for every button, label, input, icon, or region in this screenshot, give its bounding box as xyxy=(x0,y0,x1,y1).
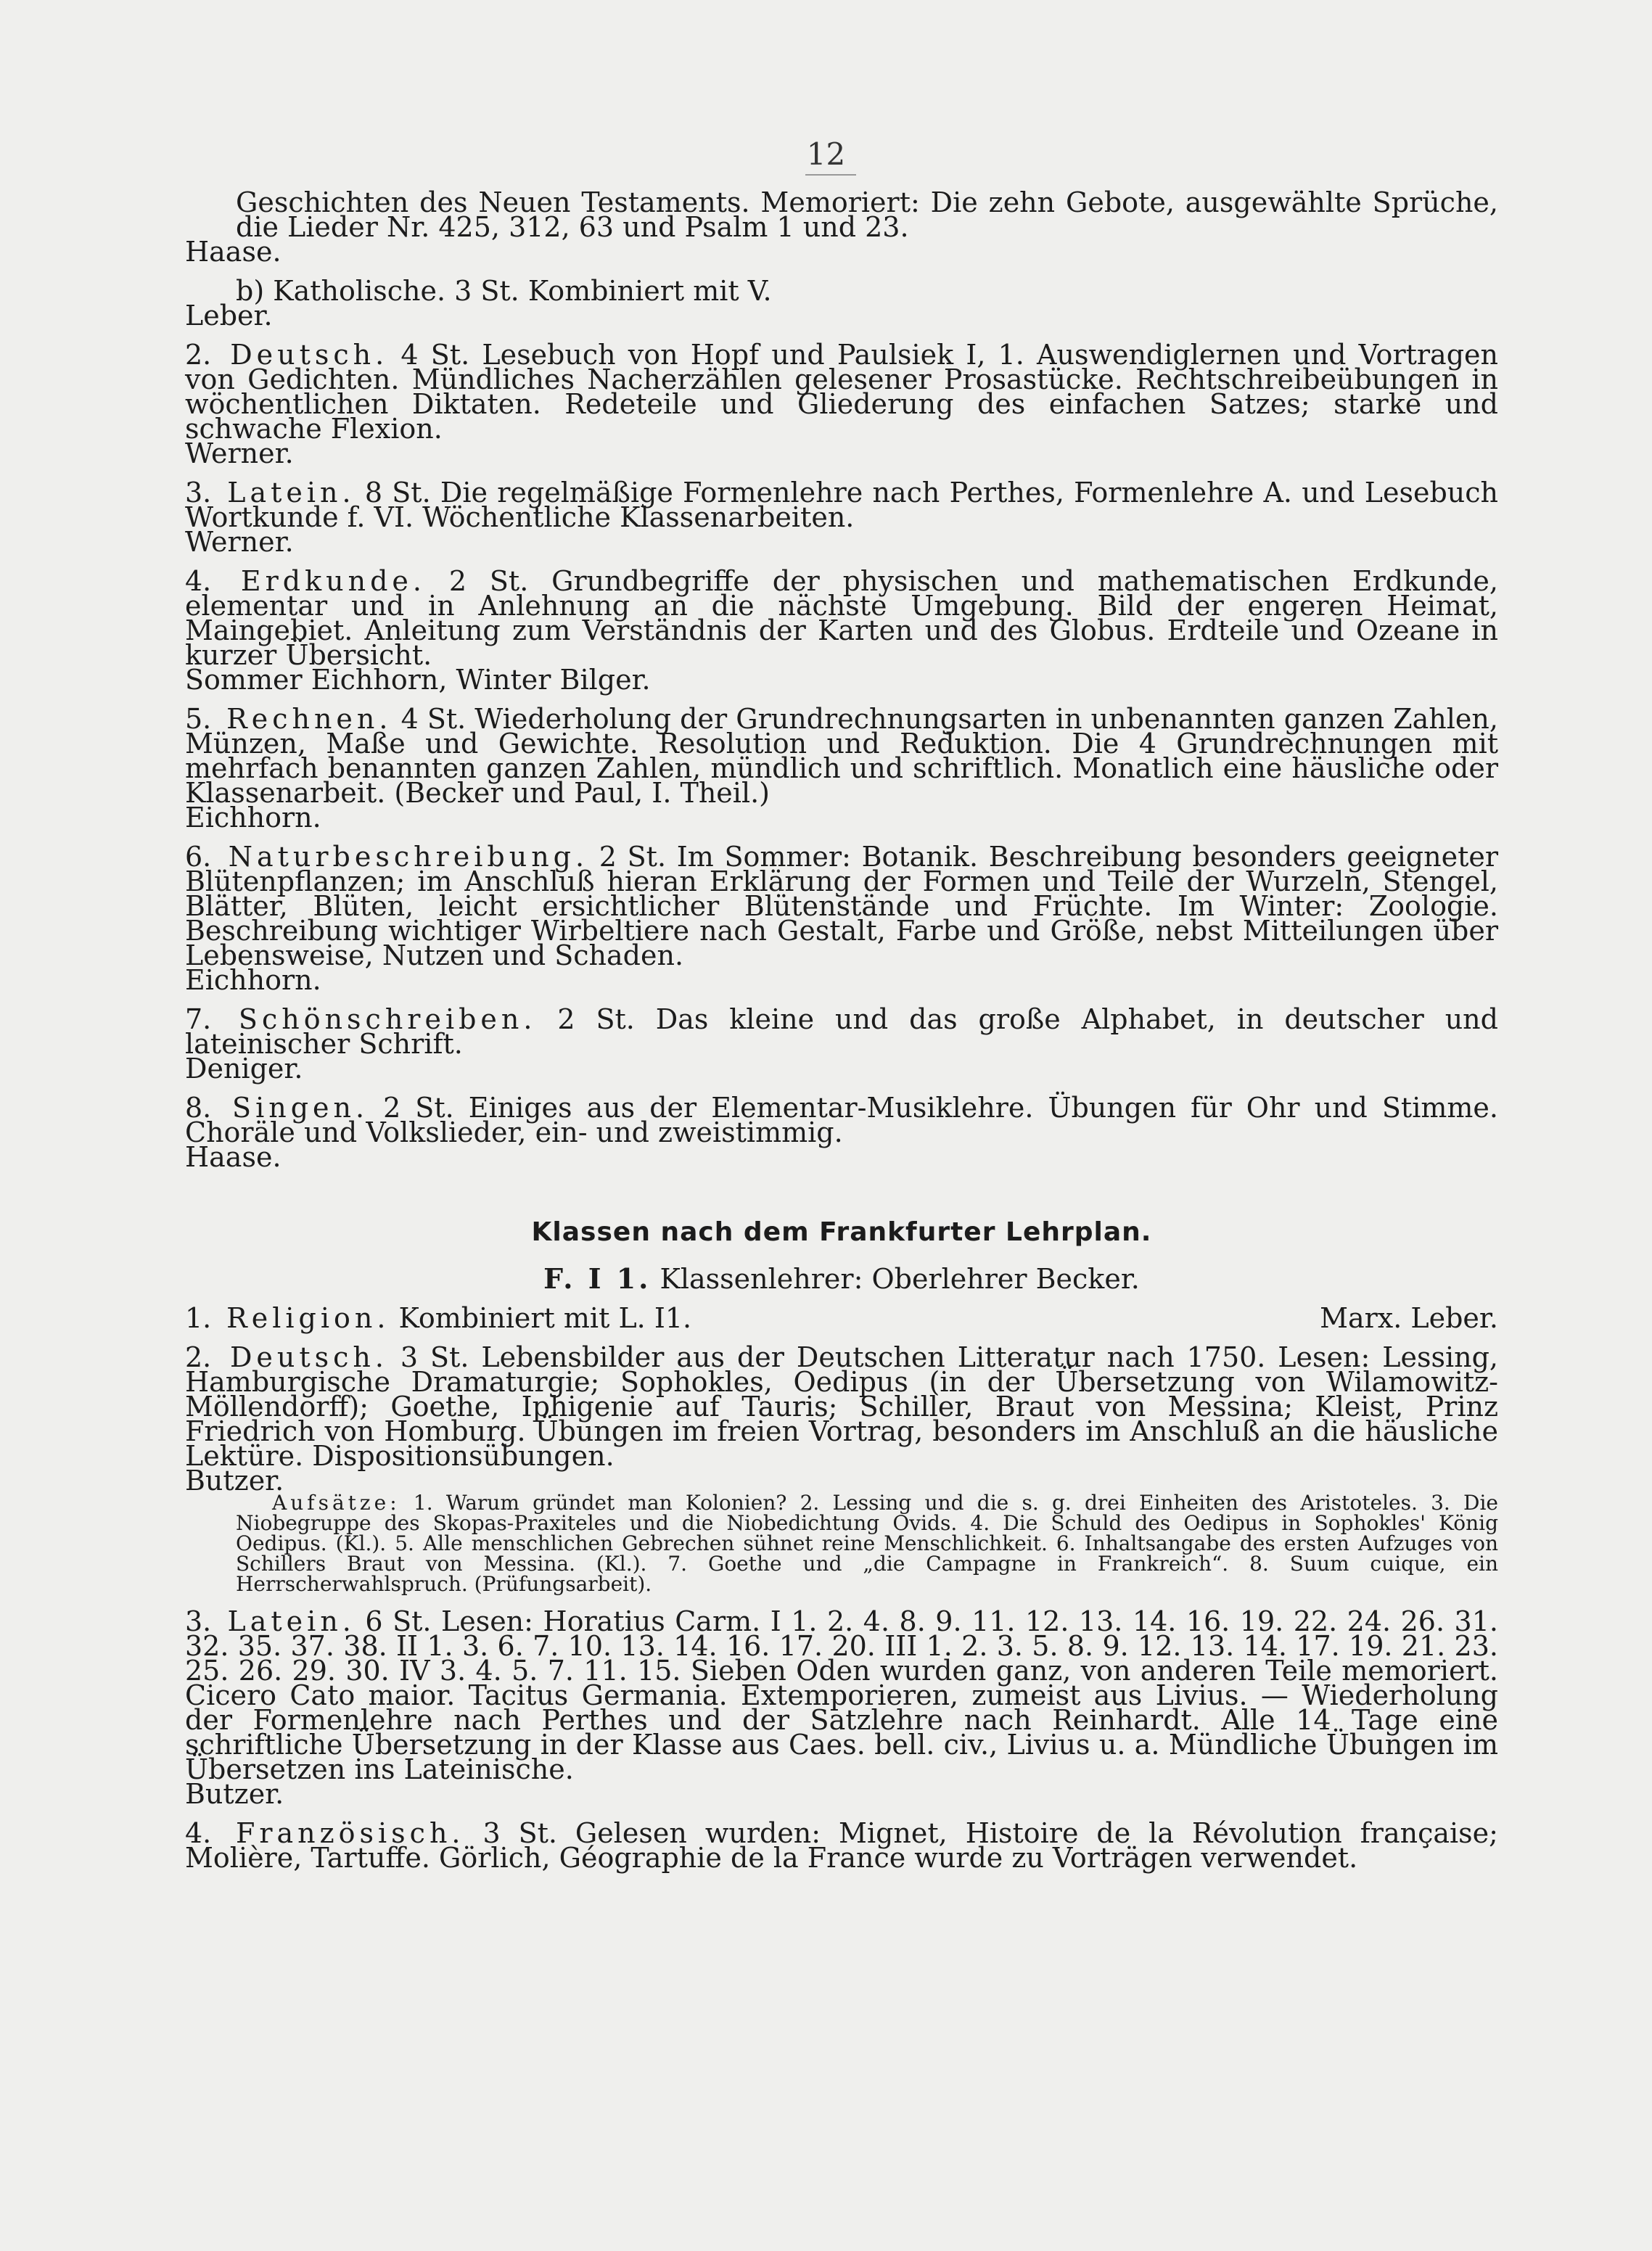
item-subject: Religion. xyxy=(226,1302,390,1334)
aufsaetze-note xyxy=(185,1493,1498,1594)
item-number: 3. xyxy=(185,1605,212,1637)
item-sign: Haase. xyxy=(185,1141,282,1173)
item-text: 3 St. Gelesen wurden: Mignet, Histoire de la Révolution française; Molière, Tartuffe. Görlich, Géographie de la France wurde zu Vorträgen verwendet. xyxy=(185,1817,1498,1874)
list-item-rechnen xyxy=(185,703,1498,834)
aufsaetze-text: 1. Warum gründet man Kolonien? 2. Lessing und die s. g. drei Einheiten des Aristoteles. 3. Die Niobegruppe des Skopas-Praxiteles und die Niobedichtung Ovids. 4. Die Schuld des Oedipus in Sophokles' König Oedipus. (Kl.). 5. Alle menschlichen Gebrechen sühnet reine Menschlichkeit. 6. Inhaltsangabe des ersten Aufzuges von Schillers Braut von Messina. (Kl.). 7. Goethe und „die Campagne in Frankreich“. 8. Suum cuique, ein Herrscherwahlspruch. (Prüfungsarbeit). xyxy=(236,1491,1498,1596)
item-subject: Schönschreiben. xyxy=(238,1003,537,1035)
item-number: 7. xyxy=(185,1003,212,1035)
item-text: 2 St. Grundbegriffe der physischen und mathematischen Erdkunde, elementar und in Anlehnung an die nächste Umgebung. Bild der engeren Heimat, Maingebiet. Anleitung zum Verständnis der Karten und des Globus. Erdteile und Ozeane in kurzer Übersicht. xyxy=(185,565,1498,671)
list-item-deutsch xyxy=(185,339,1498,469)
item-sign: Eichhorn. xyxy=(185,964,321,996)
item-number: 4. xyxy=(185,1817,212,1849)
item-text: Kombiniert mit L. I1. xyxy=(398,1302,692,1334)
list-item-schoenschreiben xyxy=(185,1003,1498,1085)
item-number: 1. xyxy=(185,1302,212,1334)
intro-b-sign: Leber. xyxy=(185,300,273,332)
list-item-latein xyxy=(185,477,1498,558)
item-sign: Werner. xyxy=(185,526,294,558)
class-teacher: Klassenlehrer: Oberlehrer Becker. xyxy=(659,1263,1140,1295)
page-content xyxy=(185,186,1498,1885)
page-number: 12 xyxy=(806,136,846,172)
intro-paragraph xyxy=(185,186,1498,268)
item-text: 3 St. Lebensbilder aus der Deutschen Litteratur nach 1750. Lesen: Lessing, Hamburgische Dramaturgie; Sophokles, Oedipus (in der Übersetzung von Wilamowitz-Möllendorff); Goethe, Iphigenie auf Tauris; Schiller, Braut von Messina; Kleist, Prinz Friedrich von Homburg. Übungen im freien Vortrag, besonders im Anschluß an die häusliche Lektüre. Dispositionsübungen. xyxy=(185,1341,1498,1472)
intro-b-text: b) Katholische. 3 St. Kombiniert mit V. xyxy=(236,275,772,307)
intro-sign: Haase. xyxy=(185,236,282,268)
list-item-singen xyxy=(185,1092,1498,1173)
list-item-deutsch-f xyxy=(185,1341,1498,1596)
list-item-erdkunde xyxy=(185,565,1498,696)
item-sign: Eichhorn. xyxy=(185,802,321,834)
item-number: 5. xyxy=(185,703,212,735)
aufsaetze-label: Aufsätze: xyxy=(272,1491,400,1515)
item-sign: Deniger. xyxy=(185,1053,303,1085)
class-heading xyxy=(185,1262,1498,1295)
class-label: F. I 1. xyxy=(543,1262,652,1295)
intro-b-paragraph xyxy=(185,275,1498,332)
list-item-naturbeschreibung xyxy=(185,841,1498,996)
item-text: 4 St. Lesebuch von Hopf und Paulsiek I, 1. Auswendiglernen und Vortragen von Gedichten. Mündliches Nacherzählen gelesener Prosastücke. Rechtschreibeübungen in wöchentlichen Diktaten. Redeteile und Gliederung des einfachen Satzes; starke und schwache Flexion. xyxy=(185,339,1498,445)
section-heading: Klassen nach dem Frankfurter Lehrplan. xyxy=(531,1217,1152,1247)
item-sign: Butzer. xyxy=(185,1778,284,1810)
item-subject: Deutsch. xyxy=(229,1341,388,1373)
item-subject: Naturbeschreibung. xyxy=(228,841,589,873)
item-subject: Erdkunde. xyxy=(240,565,426,597)
item-text: 2 St. Das kleine und das große Alphabet, in deutscher und lateinischer Schrift. xyxy=(185,1003,1498,1060)
item-text: 2 St. Im Sommer: Botanik. Beschreibung besonders geeigneter Blütenpflanzen; im Anschluß hieran Erklärung der Formen und Teile der Wurzeln, Stengel, Blätter, Blüten, leicht ersichtlicher Blütenstände und Früchte. Im Winter: Zoologie. Beschreibung wichtiger Wirbeltiere nach Gestalt, Farbe und Größe, nebst Mitteilungen über Lebensweise, Nutzen und Schaden. xyxy=(185,841,1498,971)
item-number: 8. xyxy=(185,1092,212,1124)
item-number: 4. xyxy=(185,565,212,597)
item-text: 8 St. Die regelmäßige Formenlehre nach Perthes, Formenlehre A. und Lesebuch Wortkunde f. VI. Wöchentliche Klassenarbeiten. xyxy=(185,477,1498,533)
item-number: 3. xyxy=(185,477,212,509)
item-text: 2 St. Einiges aus der Elementar-Musiklehre. Übungen für Ohr und Stimme. Choräle und Volkslieder, ein- und zweistimmig. xyxy=(185,1092,1498,1148)
item-sign: Sommer Eichhorn, Winter Bilger. xyxy=(185,664,651,696)
item-subject: Französisch. xyxy=(235,1817,465,1849)
item-number: 2. xyxy=(185,339,212,371)
item-number: 2. xyxy=(185,1341,212,1373)
item-sign: Butzer. xyxy=(185,1465,284,1497)
item-sign: Marx. Leber. xyxy=(1320,1302,1498,1334)
intro-text: Geschichten des Neuen Testaments. Memoriert: Die zehn Gebote, ausgewählte Sprüche, die Lieder Nr. 425, 312, 63 und Psalm 1 und 23. xyxy=(236,186,1498,243)
item-subject: Rechnen. xyxy=(226,703,393,735)
list-item-latein-f xyxy=(185,1605,1498,1810)
item-text: 4 St. Wiederholung der Grundrechnungsarten in unbenannten ganzen Zahlen, Münzen, Maße und Gewichte. Resolution und Reduktion. Die 4 Grundrechnungen mit mehrfach benannten ganzen Zahlen, mündlich und schriftlich. Monatlich eine häusliche oder Klassenarbeit. (Becker und Paul, I. Theil.) xyxy=(185,703,1498,809)
item-number: 6. xyxy=(185,841,212,873)
item-text: 6 St. Lesen: Horatius Carm. I 1. 2. 4. 8. 9. 11. 12. 13. 14. 16. 19. 22. 24. 26. 31. 32. 35. 37. 38. II 1. 3. 6. 7. 10. 13. 14. 16. 17. 20. III 1. 2. 3. 5. 8. 9. 12. 13. 14. 17. 19. 21. 23. 25. 26. 29. 30. IV 3. 4. 5. 7. 11. 15. Sieben Oden wurden ganz, von anderen Teile memoriert. Cicero Cato maior. Tacitus Germania. Extemporieren, zumeist aus Livius. — Wiederholung der Formenlehre nach Perthes und der Satzlehre nach Reinhardt. Alle 14 Tage eine schriftliche Übersetzung in der Klasse aus Caes. bell. civ., Livius u. a. Mündliche Übungen im Übersetzen ins Lateinische. xyxy=(185,1605,1498,1785)
item-sign: Werner. xyxy=(185,437,294,469)
item-subject: Singen. xyxy=(232,1092,369,1124)
item-subject: Latein. xyxy=(227,477,356,509)
item-subject: Deutsch. xyxy=(230,339,389,371)
page-number-rule xyxy=(805,174,856,176)
list-item-religion xyxy=(185,1302,1498,1334)
list-item-franzoesisch xyxy=(185,1817,1498,1874)
item-subject: Latein. xyxy=(227,1605,356,1637)
